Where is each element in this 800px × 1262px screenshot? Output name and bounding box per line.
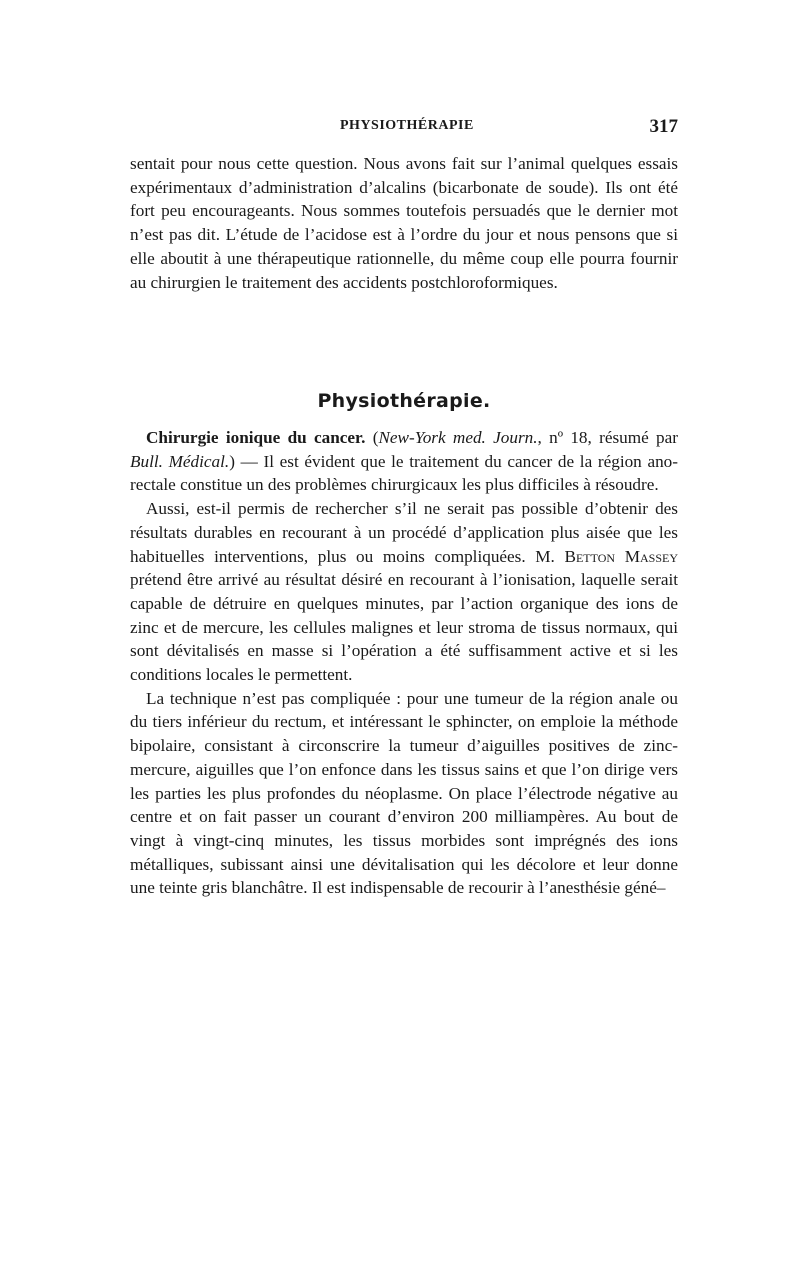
source-name: Bull. Médical. <box>130 451 230 471</box>
article-third-paragraph: La technique n’est pas compliquée : pour une tumeur de la région anale ou du tiers inférieur du rectum, et intéressant le sphincter, on emploie la méthode bipolaire, consistant à circonscrire la tumeur d’aiguilles positives de zinc-mercure, aiguilles que l’on enfonce dans les tissus sains et que l’on dirige vers les parties les plus profondes du néoplasme. On place l’électrode négative au centre et on fait passer un courant d’environ 200 milliampères. Au bout de vingt à vingt-cinq minutes, les tissus morbides sont imprégnés des ions métalliques, subissant ainsi une dévitalisation qui les décolore et leur donne une teinte gris blanchâtre. Il est indispensable de recourir à l’anesthésie géné– <box>130 688 678 898</box>
running-head <box>130 116 678 140</box>
second-paragraph-end: prétend être arrivé au résultat désiré en recourant à l’ionisation, laquelle serait capable de détruire en quelques minutes, par l’action organique des ions de zinc et de mercure, les cellules malignes et leur stroma de tissus normaux, qui sont dévitalisés en masse si l’opération a été suffisamment active et si les conditions locales le permettent. <box>130 570 678 685</box>
intro-paragraph: sentait pour nous cette question. Nous avons fait sur l’animal quelques essais expérimentaux d’administration d’alcalins (bicarbonate de soude). Ils ont été fort peu encourageants. Nous sommes toutefois persuadés que le dernier mot n’est pas dit. L’étude de l’acidose est à l’ordre du jour et nous pensons que si elle aboutit à une thérapeutique rationnelle, du même coup elle pourra fournir au chirurgien le traitement des accidents postchloroformiques. <box>130 154 678 292</box>
article-first-paragraph <box>130 426 678 497</box>
article-first-text: — Il est évident que le traitement du cancer de la région ano-rectale constitue un des problèmes chirurgicaux les plus difficiles à résoudre. <box>130 451 678 495</box>
article-heading: Chirurgie ionique du cancer. <box>146 428 366 447</box>
section-title: Physiothérapie. <box>317 390 491 412</box>
running-title: PHYSIOTHÉRAPIE <box>340 118 474 133</box>
article-second-paragraph <box>130 497 678 687</box>
article-block <box>130 426 678 900</box>
reference-close: ) <box>229 451 235 471</box>
journal-name: New-York med. Journ. <box>378 428 538 447</box>
reference-open: ( <box>365 428 379 447</box>
reference-number: , nº 18, résumé par <box>537 428 678 447</box>
intro-paragraph-block <box>130 152 678 294</box>
author-name: Betton Massey <box>564 546 678 566</box>
second-paragraph-start: Aussi, est-il permis de rechercher s’il ne serait pas possible d’obtenir des résultats durables en recourant à un procédé d’application plus aisée que les habituelles interventions, plus ou moins compliquées. M. <box>130 499 678 566</box>
page-number: 317 <box>649 116 678 137</box>
